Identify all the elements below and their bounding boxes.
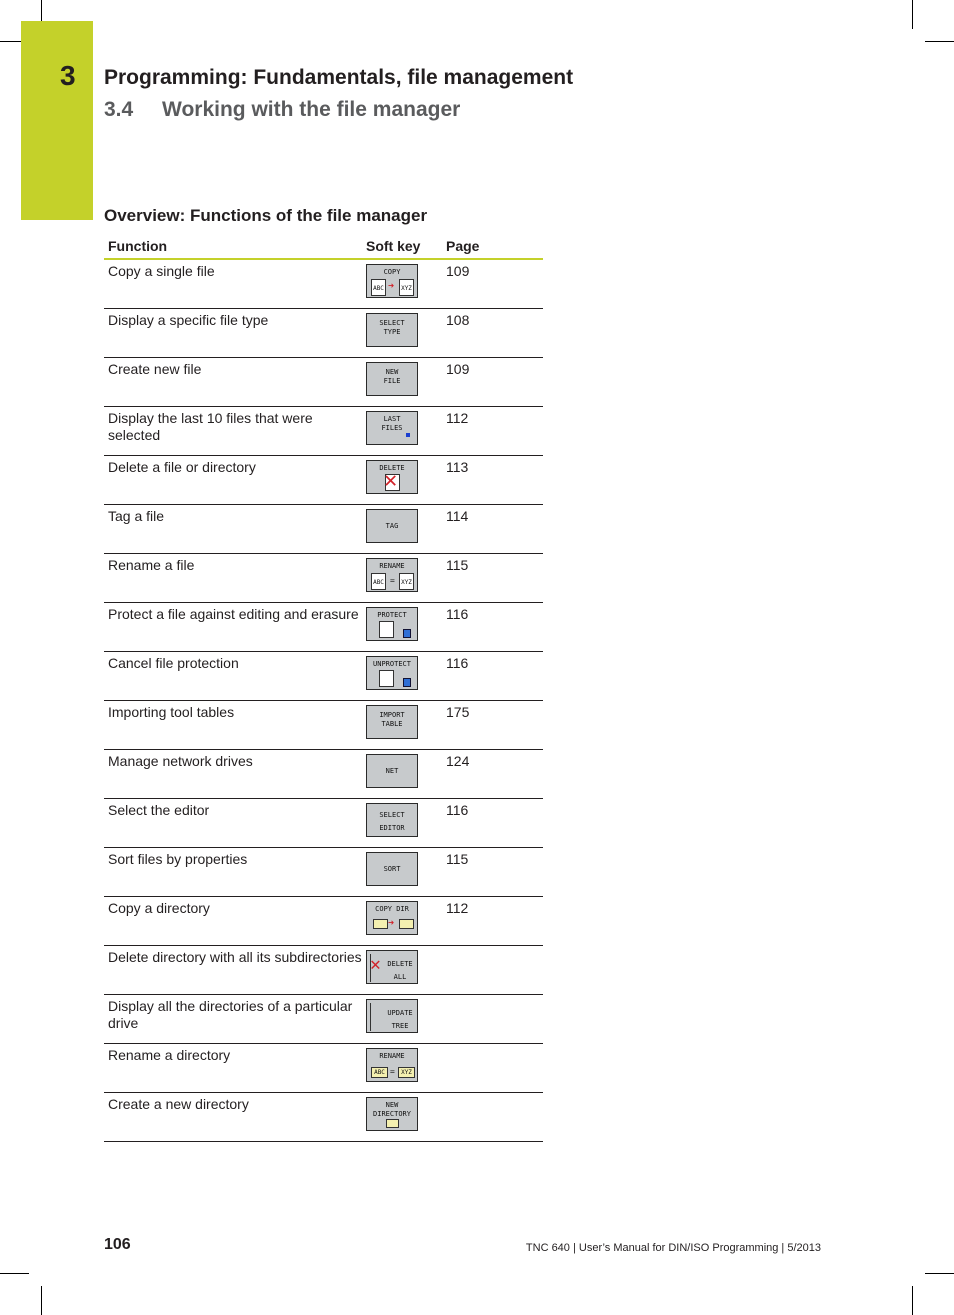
softkey-sort[interactable]	[366, 852, 418, 886]
function-cell: Display all the directories of a particular drive	[104, 995, 362, 1044]
softkey-label: RENAME	[379, 562, 405, 570]
crop-mark	[41, 0, 42, 21]
function-cell: Display the last 10 files that were selected	[104, 407, 362, 456]
softkey-unprotect[interactable]	[366, 656, 418, 690]
page-cell: 116	[442, 603, 543, 652]
page-cell: 124	[442, 750, 543, 799]
softkey-copy[interactable]	[366, 264, 418, 298]
crop-mark	[925, 41, 954, 42]
delete-cross-icon: ✕	[384, 468, 398, 493]
softkey-tag[interactable]	[366, 509, 418, 543]
page-cell	[442, 946, 543, 995]
function-cell: Importing tool tables	[104, 701, 362, 750]
functions-table	[104, 234, 543, 1142]
softkey-label: DELETE ALL	[387, 960, 413, 981]
softkey-delete-all[interactable]	[366, 950, 418, 984]
chapter-number: 3	[60, 60, 76, 91]
softkey-label: DELETE	[379, 464, 405, 472]
table-row	[104, 750, 543, 799]
page-cell	[442, 995, 543, 1044]
column-header-softkey: Soft key	[362, 234, 442, 259]
footer-manual-info: TNC 640 | User’s Manual for DIN/ISO Programming | 5/2013	[525, 1242, 821, 1254]
page-cell	[442, 1044, 543, 1093]
function-cell: Create a new directory	[104, 1093, 362, 1142]
column-header-page: Page	[442, 234, 543, 259]
arrow-right-icon: ➜	[388, 281, 395, 292]
page-cell: 113	[442, 456, 543, 505]
page-cell: 114	[442, 505, 543, 554]
softkey-label: COPY	[383, 268, 401, 276]
softkey-label: IMPORT TABLE	[379, 711, 405, 728]
table-row	[104, 407, 543, 456]
table-header-row	[104, 234, 543, 259]
overview-title: Overview: Functions of the file manager	[104, 206, 428, 225]
page-cell: 112	[442, 897, 543, 946]
delete-cross-icon: ✕	[370, 954, 381, 975]
chapter-title: Programming: Fundamentals, file management	[104, 66, 574, 89]
marker-dot-icon	[406, 433, 410, 437]
table-row	[104, 799, 543, 848]
equals-icon: =	[390, 1067, 395, 1076]
table-row	[104, 995, 543, 1044]
crop-mark	[925, 1273, 954, 1274]
page-cell: 109	[442, 259, 543, 309]
crop-mark	[912, 1286, 913, 1315]
source-folder-icon	[373, 919, 388, 929]
function-cell: Protect a file against editing and erasure	[104, 603, 362, 652]
table-row	[104, 456, 543, 505]
arrow-right-icon: ➜	[388, 918, 395, 929]
directory-tree-icon	[370, 1003, 383, 1031]
function-cell: Delete directory with all its subdirectories	[104, 946, 362, 995]
page-cell: 112	[442, 407, 543, 456]
page-cell: 109	[442, 358, 543, 407]
table-row	[104, 701, 543, 750]
lock-icon	[403, 629, 411, 638]
section-title: Working with the file manager	[162, 98, 461, 121]
section-heading	[104, 98, 460, 122]
softkey-net[interactable]	[366, 754, 418, 788]
softkey-select-editor[interactable]	[366, 803, 418, 837]
softkey-label: UPDATE TREE	[387, 1009, 413, 1030]
softkey-new-file[interactable]	[366, 362, 418, 396]
page-cell: 116	[442, 799, 543, 848]
target-file-icon: XYZ	[399, 279, 414, 296]
function-cell: Rename a file	[104, 554, 362, 603]
page-cell: 115	[442, 554, 543, 603]
softkey-last-files[interactable]	[366, 411, 418, 445]
column-header-function: Function	[104, 234, 362, 259]
softkey-update-tree[interactable]	[366, 999, 418, 1033]
softkey-import-table[interactable]	[366, 705, 418, 739]
softkey-label: RENAME	[379, 1052, 405, 1060]
file-icon	[379, 670, 394, 687]
softkey-label: COPY DIR	[375, 905, 409, 913]
source-file-icon: ABC	[371, 573, 386, 590]
table-row	[104, 1044, 543, 1093]
table-row	[104, 603, 543, 652]
function-cell: Tag a file	[104, 505, 362, 554]
table-row	[104, 259, 543, 309]
function-cell: Copy a directory	[104, 897, 362, 946]
crop-mark	[0, 41, 21, 42]
unlock-icon	[403, 678, 411, 687]
softkey-label: SELECT EDITOR	[379, 811, 405, 832]
table-row	[104, 1093, 543, 1142]
softkey-label: NEW FILE	[383, 368, 401, 385]
softkey-copy-dir[interactable]	[366, 901, 418, 935]
function-cell: Delete a file or directory	[104, 456, 362, 505]
source-file-icon: ABC	[371, 279, 386, 296]
page-cell	[442, 1093, 543, 1142]
target-folder-icon	[399, 919, 414, 929]
section-number: 3.4	[104, 98, 134, 121]
softkey-label: PROTECT	[377, 611, 407, 619]
function-cell: Cancel file protection	[104, 652, 362, 701]
table-row	[104, 848, 543, 897]
softkey-label: SELECT TYPE	[379, 319, 405, 336]
function-cell: Manage network drives	[104, 750, 362, 799]
chapter-tab	[21, 21, 93, 220]
table-row	[104, 554, 543, 603]
softkey-label: UNPROTECT	[373, 660, 411, 668]
target-file-icon: XYZ	[399, 573, 414, 590]
softkey-label: TAG	[385, 522, 399, 530]
softkey-protect[interactable]	[366, 607, 418, 641]
softkey-rename[interactable]	[366, 558, 418, 592]
crop-mark	[41, 1286, 42, 1315]
table-row	[104, 652, 543, 701]
crop-mark	[0, 1273, 29, 1274]
crop-mark	[912, 0, 913, 29]
function-cell: Select the editor	[104, 799, 362, 848]
softkey-select-type[interactable]	[366, 313, 418, 347]
softkey-label: NEW DIRECTORY	[373, 1101, 411, 1118]
function-cell: Sort files by properties	[104, 848, 362, 897]
table-row	[104, 309, 543, 358]
softkey-label: NET	[385, 767, 399, 775]
table-row	[104, 358, 543, 407]
softkey-new-directory[interactable]	[366, 1097, 418, 1131]
page-cell: 115	[442, 848, 543, 897]
softkey-rename-dir[interactable]	[366, 1048, 418, 1082]
page-cell: 175	[442, 701, 543, 750]
softkey-delete[interactable]	[366, 460, 418, 494]
table-row	[104, 897, 543, 946]
file-icon	[379, 621, 394, 638]
equals-icon: =	[390, 576, 395, 585]
folder-icon	[386, 1119, 399, 1128]
softkey-label: SORT	[383, 865, 401, 873]
page-cell: 116	[442, 652, 543, 701]
table-row	[104, 946, 543, 995]
function-cell: Rename a directory	[104, 1044, 362, 1093]
function-cell: Copy a single file	[104, 259, 362, 309]
function-cell: Create new file	[104, 358, 362, 407]
softkey-label: LAST FILES	[381, 415, 403, 432]
function-cell: Display a specific file type	[104, 309, 362, 358]
source-folder-icon: ABC	[371, 1067, 388, 1078]
page-cell: 108	[442, 309, 543, 358]
page-number: 106	[104, 1236, 131, 1253]
table-row	[104, 505, 543, 554]
target-folder-icon: XYZ	[398, 1067, 415, 1078]
